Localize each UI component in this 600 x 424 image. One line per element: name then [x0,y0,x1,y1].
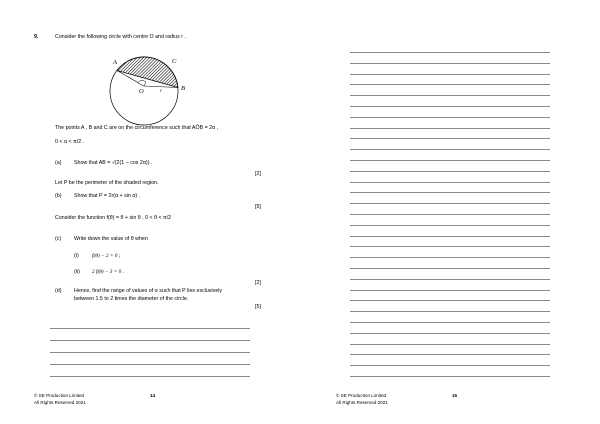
part-c-text: Write down the value of θ when [74,236,148,242]
answer-line [350,52,550,53]
answer-line [50,328,250,329]
label-r: r [160,89,162,94]
label-o: O [139,88,144,95]
footer-copyright: © SE Production Limited [34,393,85,398]
part-cii-text: 2 f(θ) − 3 = 0 . [92,269,124,275]
answer-line [350,192,550,193]
part-d-text-line1: Hence, find the range of values of α such that P lies exclusively [74,288,223,294]
answer-line [350,344,550,345]
answer-line [350,149,550,150]
part-b-label: (b) [55,193,62,199]
circle-diagram [104,50,194,130]
answer-line [350,117,550,118]
answer-line [350,138,550,139]
answer-line [350,279,550,280]
part-a-mark: [2] [255,171,261,177]
answer-line [350,106,550,107]
perimeter-definition: Let P be the perimeter of the shaded region. [55,180,159,186]
answer-line [350,74,550,75]
answer-line [350,63,550,64]
right-page [300,0,600,424]
answer-line [350,171,550,172]
answer-line [50,364,250,365]
page-number: 15 [452,393,458,398]
angle-arc [138,80,146,86]
answer-line [350,376,550,377]
part-c-mark: [2] [255,280,261,286]
answer-line [350,354,550,355]
part-a-label: (a) [55,160,62,166]
page-number: 14 [150,393,156,398]
answer-line [50,340,250,341]
footer-rights: All Rights Reserved 2021 [336,400,388,405]
part-a-text: Show that AB = √(2(1 − cos 2α)) . [74,160,153,166]
footer-rights: All Rights Reserved 2021 [34,400,86,405]
answer-line [350,182,550,183]
question-number: 9. [34,34,39,40]
answer-line [350,333,550,334]
answer-line [350,84,550,85]
answer-line [350,290,550,291]
answer-line [350,311,550,312]
answer-line [50,376,250,377]
part-c-label: (c) [55,236,62,242]
footer-copyright: © SE Production Limited [336,393,387,398]
part-b-mark: [5] [255,204,261,210]
answer-line [50,352,250,353]
part-d-text-line2: between 1.5 to 2 times the diameter of the circle. [74,296,189,302]
answer-line [350,246,550,247]
part-ci-text: f(θ) − 2 = 0 ; [92,253,121,259]
answer-line [350,160,550,161]
label-a: A [113,59,117,66]
answer-line [350,257,550,258]
answer-line [350,300,550,301]
part-cii-label: (ii) [74,269,80,275]
points-text-line2: 0 < α < π/2 . [55,139,85,145]
label-b: B [181,85,185,92]
label-c: C [172,58,177,65]
answer-line [350,225,550,226]
answer-line [350,365,550,366]
question-intro: Consider the following circle with centre O and radius r . [55,34,187,40]
answer-line [350,214,550,215]
answer-line [350,128,550,129]
part-d-mark: [5] [255,304,261,310]
function-definition: Consider the function f(θ) = θ + sin θ , 0 < θ < π/2 [55,215,172,221]
answer-line [350,322,550,323]
part-ci-label: (i) [74,253,79,259]
answer-line [350,268,550,269]
answer-line [350,236,550,237]
part-b-text: Show that P = 2r(α + sin α) . [74,193,141,199]
answer-line [350,203,550,204]
points-text-line1: The points A , B and C are on the circumference such that AÔB = 2α , [55,125,219,131]
shaded-segment [117,57,178,88]
answer-line [350,95,550,96]
part-d-label: (d) [55,288,62,294]
